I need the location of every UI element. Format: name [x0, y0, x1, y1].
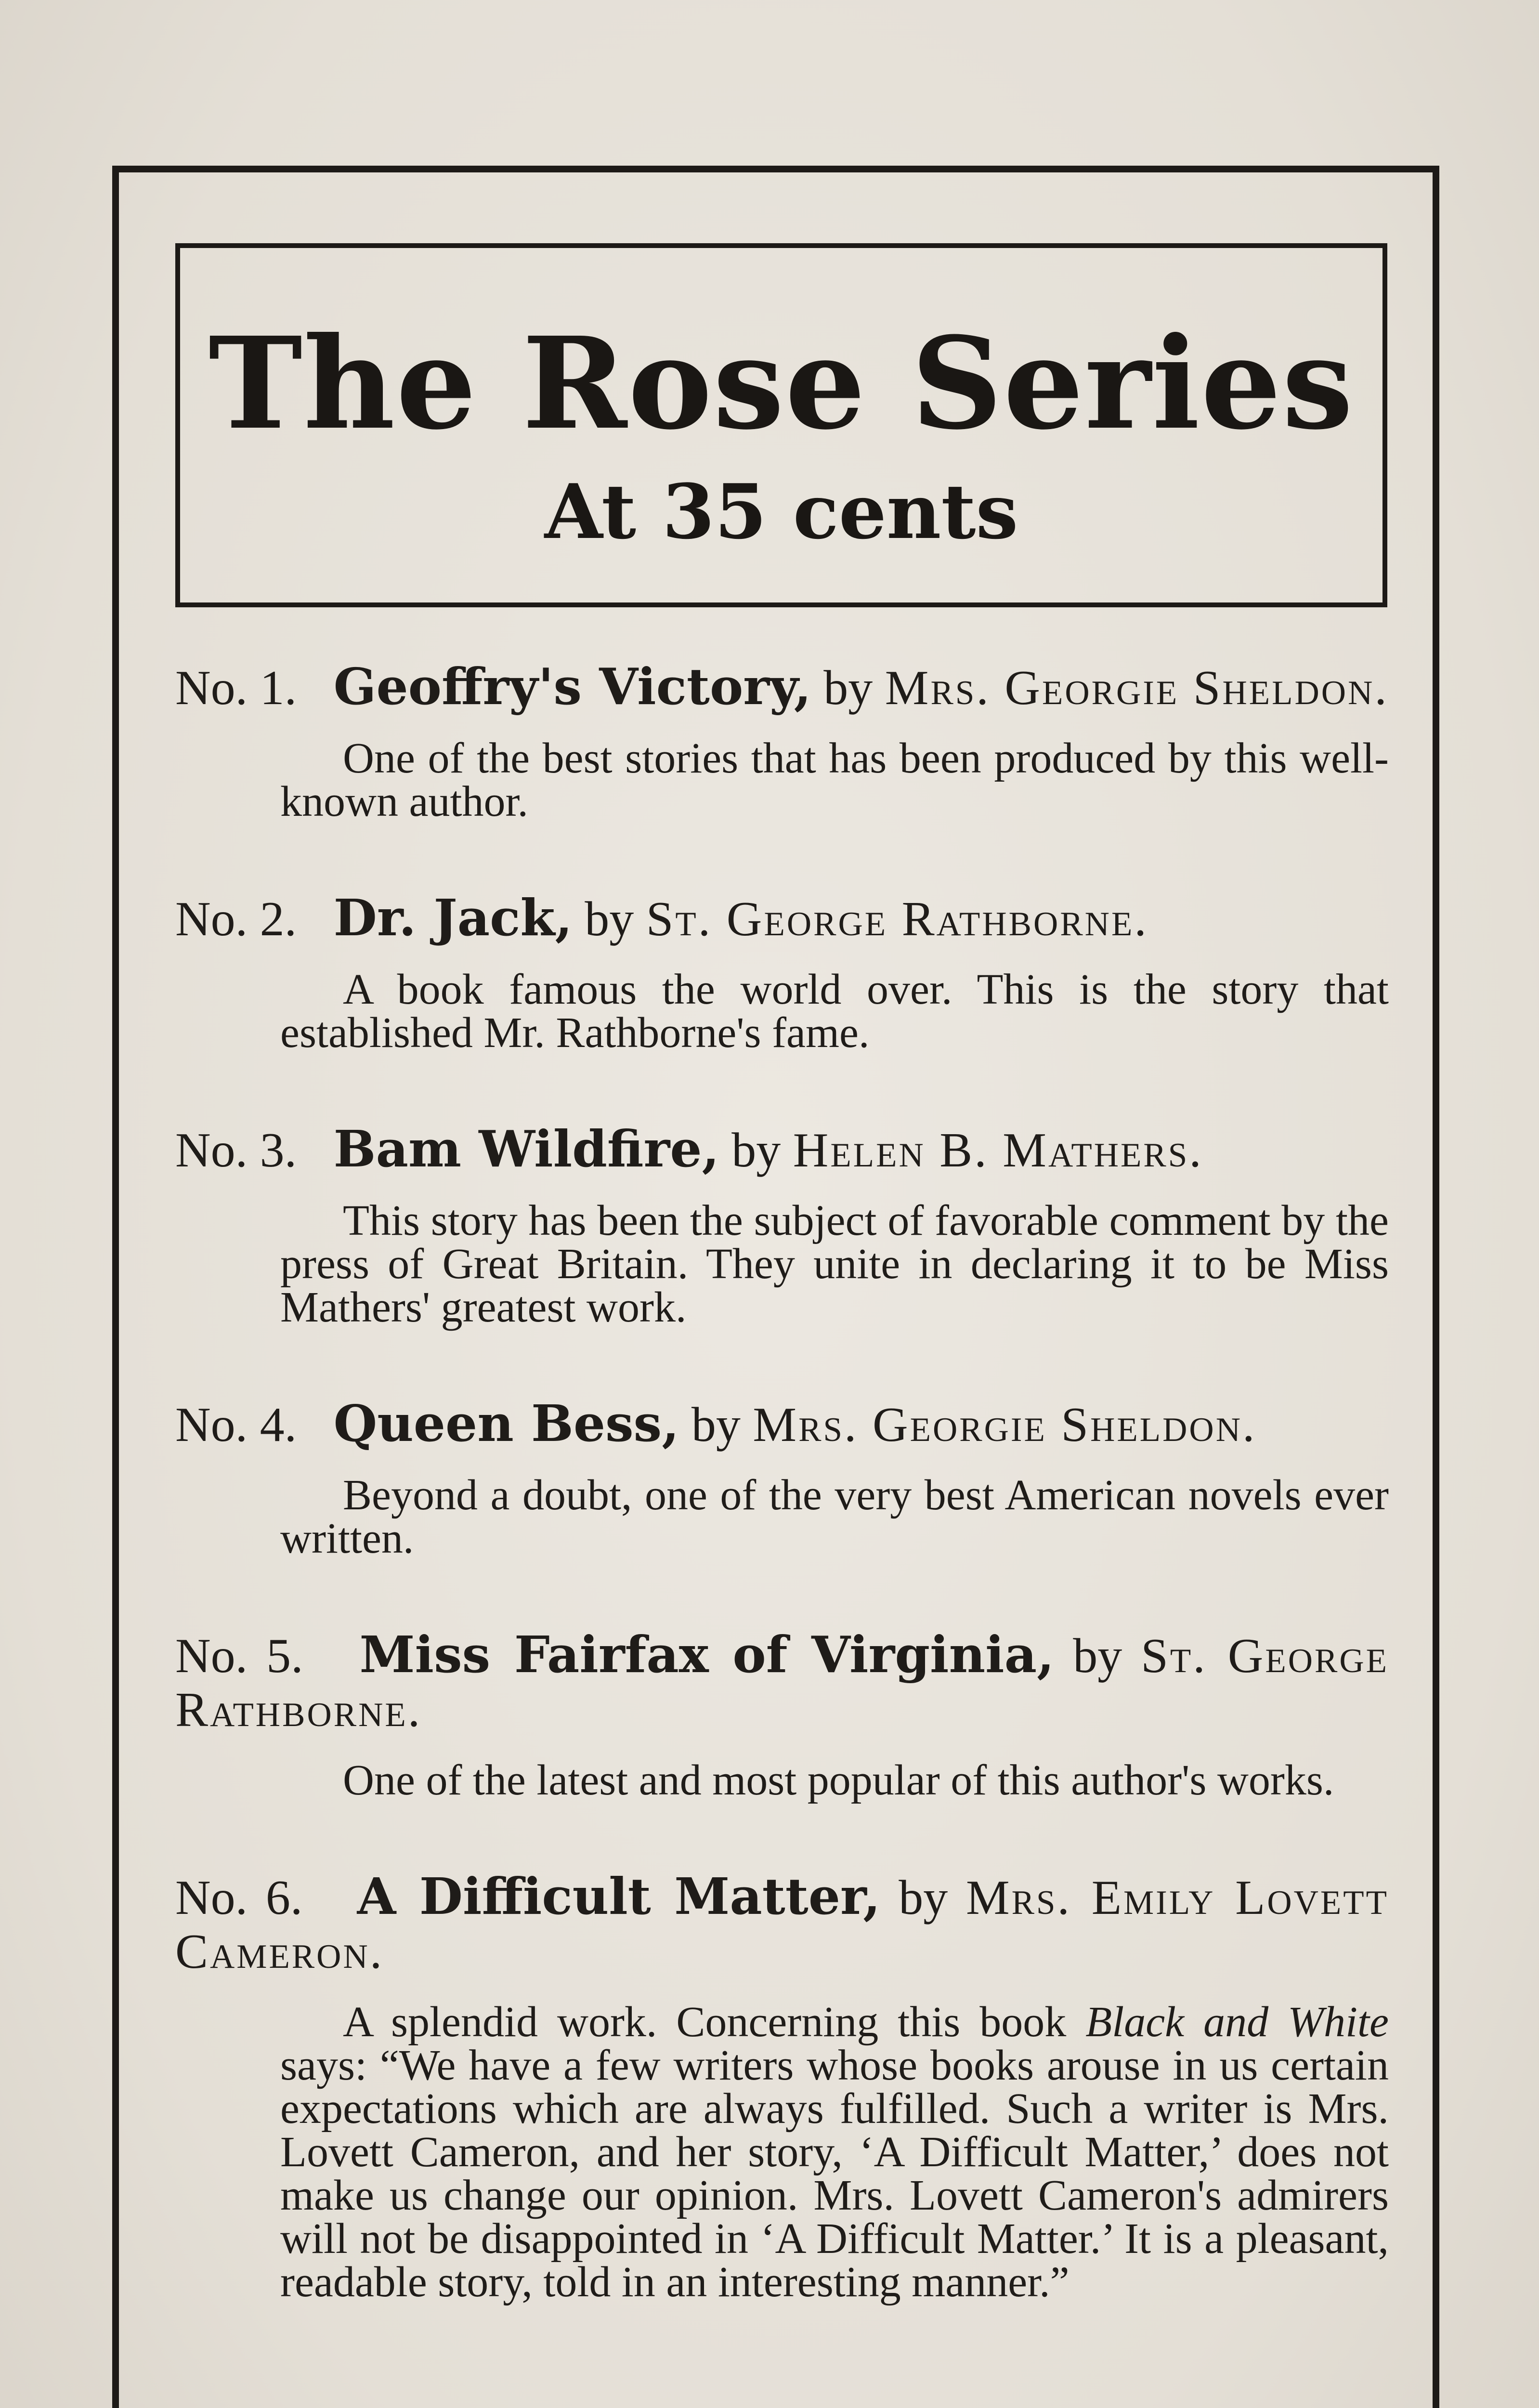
book-entry	[175, 1625, 1389, 1804]
book-title: Dr. Jack,	[333, 888, 573, 947]
book-title: Queen Bess,	[333, 1394, 679, 1453]
book-description: One of the latest and most popular of this author's works.	[343, 1756, 1334, 1804]
description-quote: says: “We have a few writers whose books arouse in us certain expectations which are always fulfilled. Such a writer is Mrs. Lovett Cameron, and her story, ‘A Difficult Matter,’ does not make us change our opinion. Mrs. Lovett Cameron's admirers will not be disappointed in ‘A Difficult Matter.’ It is a pleasant, readable story, told in an interesting manner.”	[280, 2042, 1389, 2306]
title-box	[175, 243, 1387, 607]
book-entry	[175, 1394, 1389, 1562]
book-list	[175, 657, 1389, 2306]
book-heading	[175, 888, 1389, 947]
book-title: Bam Wildfire,	[333, 1119, 719, 1178]
by-word: by	[691, 1398, 741, 1452]
book-entry	[175, 657, 1389, 825]
book-heading	[175, 657, 1389, 716]
book-entry	[175, 888, 1389, 1057]
book-description: A book famous the world over. This is the story that established Mr. Rathborne's fame.	[280, 966, 1389, 1057]
book-description	[175, 1998, 1389, 2306]
book-author: Mrs. Georgie Sheldon.	[885, 661, 1389, 715]
book-title: Geoffry's Victory,	[333, 657, 811, 716]
series-title: The Rose Series	[209, 309, 1354, 458]
book-author: Helen B. Mathers.	[793, 1123, 1203, 1178]
book-number: No. 5.	[175, 1629, 303, 1683]
by-word: by	[1073, 1629, 1122, 1683]
by-word: by	[731, 1123, 781, 1178]
book-heading	[175, 1119, 1389, 1178]
publication-name: Black and White	[1085, 1998, 1389, 2046]
book-heading	[175, 1867, 1389, 1979]
book-title: Miss Fairfax of Virginia,	[359, 1625, 1055, 1684]
description-text: A splendid work. Concerning this book	[343, 1998, 1086, 2046]
book-author: Mrs. Emily Lovett Cameron.	[175, 1871, 1389, 1979]
book-title: A Difficult Matter,	[357, 1867, 881, 1926]
book-author: Mrs. Georgie Sheldon.	[753, 1398, 1257, 1452]
book-number: No. 4.	[175, 1398, 297, 1452]
book-heading	[175, 1625, 1389, 1737]
book-number: No. 1.	[175, 661, 297, 715]
book-description: This story has been the subject of favorable comment by the press of Great Britain. They unite in declaring it to be Miss Mathers' greatest work.	[280, 1197, 1389, 1331]
book-number: No. 6.	[175, 1871, 303, 1925]
book-number: No. 2.	[175, 892, 297, 946]
book-entry	[175, 1867, 1389, 2306]
by-word: by	[823, 661, 873, 715]
by-word: by	[899, 1871, 948, 1925]
book-number: No. 3.	[175, 1123, 297, 1178]
book-description: One of the best stories that has been produced by this well-known author.	[280, 734, 1389, 825]
book-heading	[175, 1394, 1389, 1453]
book-entry	[175, 1119, 1389, 1331]
book-author: St. George Rathborne.	[646, 892, 1148, 946]
by-word: by	[585, 892, 634, 946]
book-description: Beyond a doubt, one of the very best American novels ever written.	[280, 1471, 1389, 1562]
series-price: At 35 cents	[544, 468, 1018, 556]
book-author: St. George Rathborne.	[175, 1629, 1389, 1737]
